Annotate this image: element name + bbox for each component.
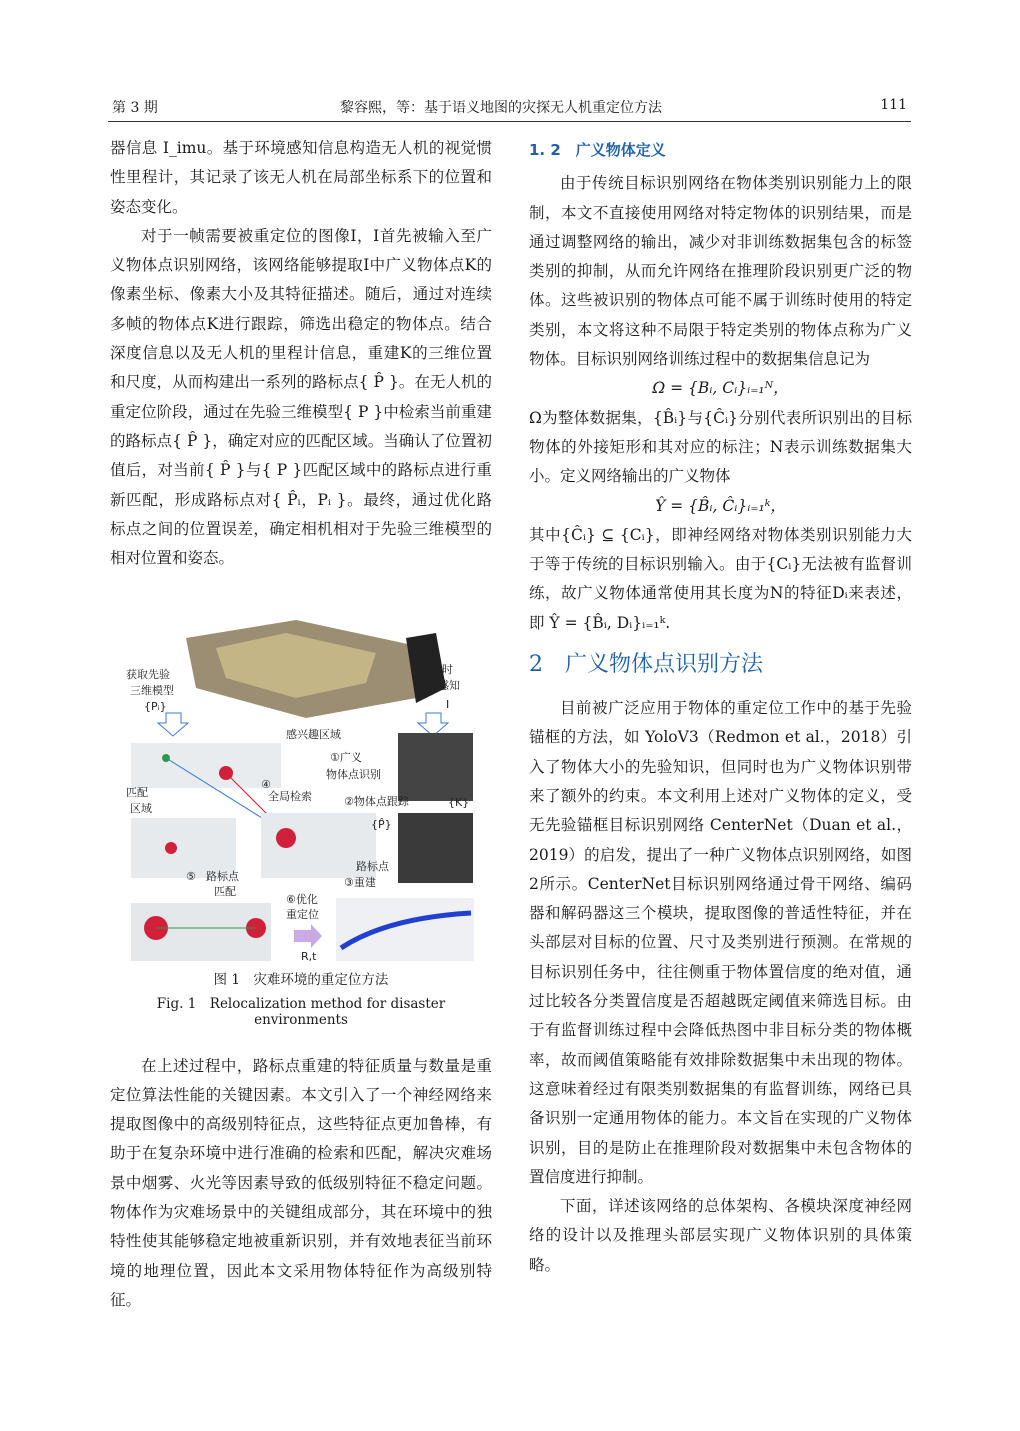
paragraph: 在上述过程中，路标点重建的特征质量与数量是重定位算法性能的关键因素。本文引入了一个神经网络来提取图像中的高级别特征点，这些特征点更加鲁棒，有助于在复杂环境中进行准确的检索和匹配，解决灾难场景中烟雾、火光等因素导致的低级别特征不稳定问题。物体作为灾难场景中的关键组成部分，其在环境中的独特性使其能够稳定地被重新识别，并有效地表征当前环境的地理位置，因此本文采用物体特征作为高级别特征。 bbox=[110, 1056, 492, 1309]
label-step6b: 重定位 bbox=[286, 908, 319, 921]
right-column bbox=[529, 134, 912, 1280]
label-landmark: 路标点 bbox=[356, 860, 389, 873]
label-roi: 感兴趣区域 bbox=[286, 728, 341, 741]
relocalization-diagram bbox=[126, 618, 476, 963]
label-match: 匹配 bbox=[126, 786, 148, 799]
left-column bbox=[110, 134, 492, 573]
paragraph: Ω为整体数据集，{B̂ᵢ}与{Ĉᵢ}分别代表所识别出的目标物体的外接矩形和其对应的标注；N表示训练数据集大小。定义网络输出的广义物体 bbox=[529, 408, 912, 486]
equation-1: Ω = {Bᵢ, Cᵢ}ᵢ₌₁ᴺ， bbox=[652, 379, 789, 398]
label-image-I: I bbox=[446, 698, 450, 711]
label-step4: ④ bbox=[261, 778, 271, 791]
issue-number: 第 3 期 bbox=[112, 100, 158, 116]
paragraph: 目前被广泛应用于物体的重定位工作中的基于先验锚框的方法，如 YoloV3（Redmon et al.，2018）引入了物体大小的先验知识，但同时也为广义物体识别带来了额外的约束。本文利用上述对广义物体的定义，受无先验锚框目标识别网络 CenterNet（Duan et al.，2019）的启发，提出了一种广义物体点识别网络，如图2所示。CenterNet目标识别网络通过骨干网络、编码器和解码器这三个模块，提取图像的普适性特征，并在头部层对目标的位置、尺寸及类别进行预测。在常规的目标识别任务中，往往侧重于物体置信度的绝对值，通过比较各分类置信度是否超越既定阈值来筛选目标。由于有监督训练过程中会降低热图中非目标分类的物体概率，故而阈值策略能有效排除数据集中未出现的物体。这意味着经过有限类别数据集的有监督训练，网络已具备识别一定通用物体的能力。本文旨在实现的广义物体识别，目的是防止在推理阶段对数据集中未包含物体的置信度进行抑制。 bbox=[529, 699, 912, 1186]
landmark-marker bbox=[276, 828, 296, 848]
label-step1b: 物体点识别 bbox=[326, 768, 381, 781]
label-rt: R,t bbox=[301, 950, 317, 963]
paragraph: 由于传统目标识别网络在物体类别识别能力上的限制，本文不直接使用网络对特定物体的识别结果，而是通过调整网络的输出，减少对非训练数据集包含的标签类别的抑制，从而允许网络在推理阶段识别更广泛的物体。这些被识别的物体点可能不属于训练时使用的特定类别，本文将这种不局限于特定类别的物体点称为广义物体。目标识别网络训练过程中的数据集信息记为 bbox=[529, 174, 912, 369]
figure-caption-en: Fig. 1 Relocalization method for disaster environments bbox=[156, 996, 446, 1028]
label-step2: ②物体点跟踪 bbox=[344, 795, 409, 808]
label-step6: ⑥优化 bbox=[286, 893, 318, 906]
page-number: 111 bbox=[880, 97, 907, 113]
paragraph: 其中{Ĉᵢ} ⊆ {Cᵢ}，即神经网络对物体类别识别能力大于等于传统的目标识别输入。由于{Cᵢ}无法被有监督训练，故广义物体通常使用其长度为N的特征Dᵢ来表述，即 Ŷ = {B̂ᵢ, Dᵢ}ᵢ₌₁ᵏ. bbox=[529, 525, 912, 632]
label-realtime2: 环境感知 bbox=[416, 679, 460, 692]
section-heading-2: 2 广义物体点识别方法 bbox=[529, 652, 763, 678]
point-cloud-panel bbox=[131, 743, 281, 788]
label-prior: 获取先验 bbox=[126, 668, 170, 681]
running-title: 黎容熙，等：基于语义地图的灾探无人机重定位方法 bbox=[340, 100, 662, 116]
label-match2: 区域 bbox=[130, 802, 152, 815]
label-step4b: 全局检索 bbox=[268, 790, 312, 803]
arrow-down-icon bbox=[158, 713, 188, 736]
paragraph: 下面，详述该网络的总体架构、各模块深度神经网络的设计以及推理头部层实现广义物体识别的具体策略。 bbox=[529, 1197, 912, 1274]
label-step5c: 匹配 bbox=[214, 885, 236, 898]
optimized-trajectory-panel bbox=[336, 898, 474, 961]
arrow-down-icon bbox=[418, 713, 448, 736]
match-region-panel bbox=[131, 818, 236, 878]
arrow-right-icon bbox=[294, 924, 322, 948]
left-lower-column bbox=[110, 1036, 492, 1331]
page-header bbox=[108, 95, 911, 122]
label-phat: {P̂} bbox=[371, 818, 392, 831]
label-step1: ①广义 bbox=[330, 751, 362, 764]
label-step2-set: {K} bbox=[448, 796, 470, 809]
camera-image-2 bbox=[398, 813, 473, 883]
label-prior2: 三维模型 bbox=[130, 684, 174, 697]
camera-image-1 bbox=[398, 733, 473, 801]
paragraph: 对于一帧需要被重定位的图像I，I首先被输入至广义物体点识别网络，该网络能够提取I中广义物体点K的像素坐标、像素大小及其特征描述。随后，通过对连续多帧的物体点K进行跟踪，筛选出稳定的物体点。结合深度信息以及无人机的里程计信息，重建K的三维位置和尺度，从而构建出一系列的路标点{ P̂ }。在无人机的重定位阶段，通过在先验三维模型{ P }中检索当前重建的路标点{ P̂ }，确定对应的匹配区域。当确认了位置初值后，对当前{ P̂ }与{ P }匹配区域中的路标点进行重新匹配，形成路标点对{ P̂ᵢ，Pᵢ }。最终，通过优化路标点之间的位置误差，确定相机相对于先验三维模型的相对位置和姿态。 bbox=[110, 226, 492, 568]
equation-2: Ŷ = {B̂ᵢ, Ĉᵢ}ᵢ₌₁ᵏ， bbox=[655, 496, 786, 515]
label-prior-set: {Pᵢ} bbox=[144, 700, 167, 713]
label-step5b: 路标点 bbox=[206, 870, 239, 883]
label-realtime: 实时 bbox=[431, 663, 453, 676]
section-heading-1-2: 1. 2 广义物体定义 bbox=[529, 141, 666, 159]
figure-1 bbox=[126, 618, 476, 963]
paragraph: 器信息 I_imu。基于环境感知信息构造无人机的视觉惯性里程计，其记录了该无人机在局部坐标系下的位置和姿态变化。 bbox=[110, 139, 492, 216]
label-step5: ⑤ bbox=[186, 870, 196, 883]
landmark-marker bbox=[165, 842, 177, 854]
figure-caption-zh: 图 1 灾难环境的重定位方法 bbox=[213, 972, 389, 988]
label-step3: ③重建 bbox=[344, 876, 376, 889]
